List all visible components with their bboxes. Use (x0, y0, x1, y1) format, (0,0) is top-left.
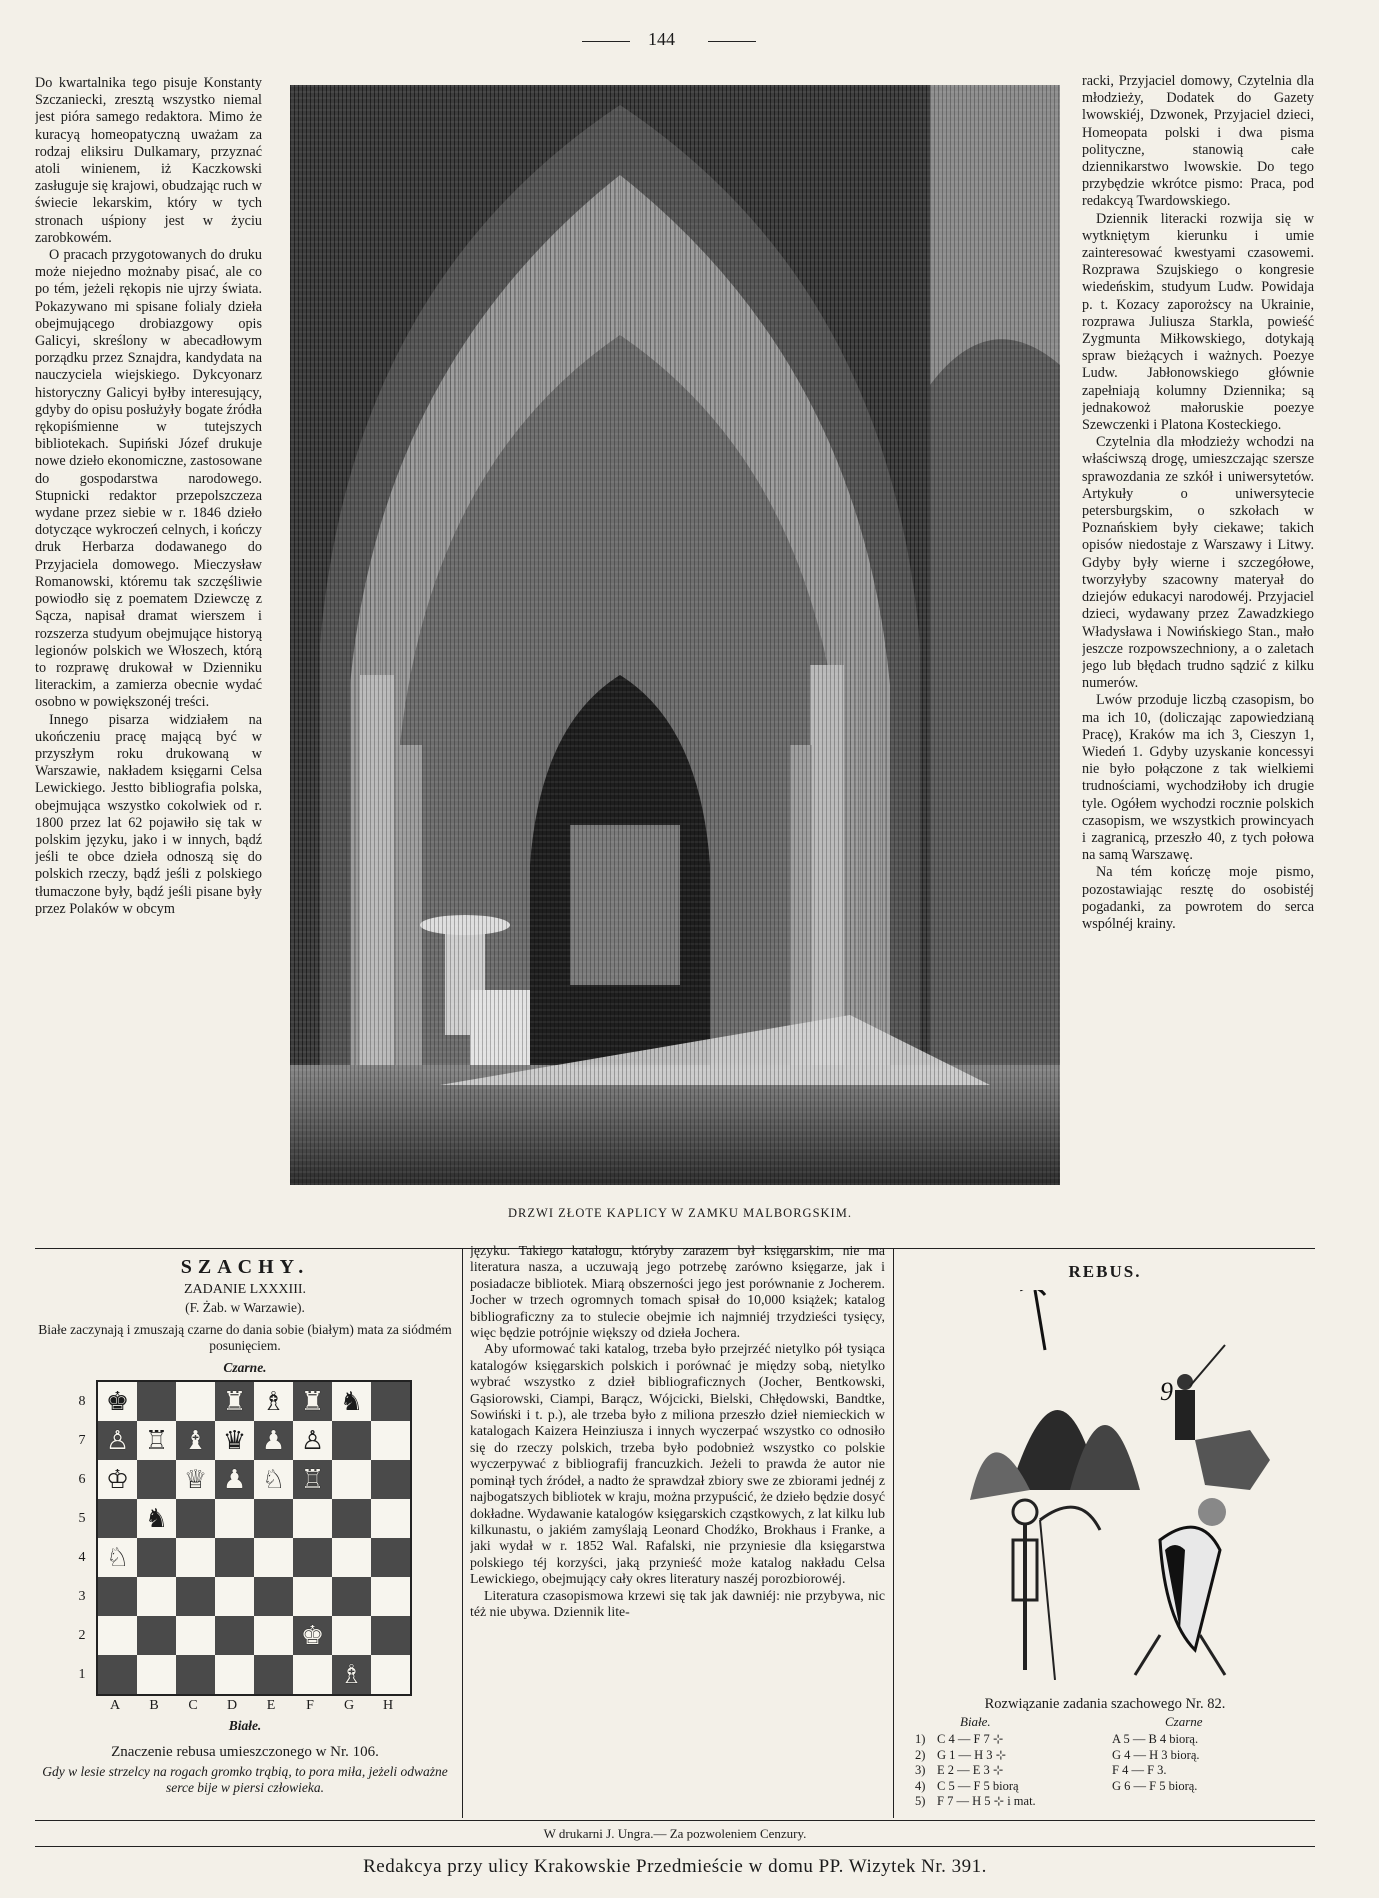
chess-square (137, 1655, 176, 1694)
chapel-door-engraving (290, 85, 1060, 1185)
chess-square (371, 1499, 410, 1538)
chess-piece: ♖ (300, 1464, 325, 1495)
chess-problem-number: ZADANIE LXXXIII. (183, 1282, 307, 1297)
chess-square (176, 1499, 215, 1538)
rank-label: 3 (78, 1589, 86, 1604)
rank-label: 5 (78, 1511, 86, 1526)
chess-square (137, 1577, 176, 1616)
chess-square (98, 1421, 137, 1460)
chess-square (254, 1421, 293, 1460)
chess-author: (F. Żab. w Warzawie). (185, 1300, 305, 1315)
chess-piece: ♘ (261, 1464, 286, 1495)
chess-square (98, 1616, 137, 1655)
chess-square (293, 1499, 332, 1538)
move-number: 5) (915, 1794, 926, 1808)
move-number: 4) (915, 1778, 926, 1793)
middle-paragraph: Aby uformować taki katalog, trzeba było przejrzéć nietylko pół tysiąca katalogów księgarskich polskich i porównać je między sobą, nietylko wybrać wszystko z dzieł bibliograficznych (Jocher, Bentkowski, Gąsiorowski, Ciampi, Barącz, Wójcicki, Bielski, Chłędowski, Bandtke, Sowiński i t. p.), ale trzeba było z miliona przeszło dzieł niemieckich w katalogach Kaizera Heinziusza i innych wyczerpać wszystko co odnosiło się do rzeczy polskich, trzeba było podobnież wszystko co polskie wyczerpywać z bibliografij francuzkich. Jeżeli to prawda że autor nie pominął tych źródeł, a nadto że sprawdzał zbiory swe ze zbiorami jednéj z najbogatszych bibliotek w kraju, można przypuścić, że dzieło będzie dosyć dokładne. Wydawanie katalogów księgarskich cząstkowych, z lat kilku lub kilkunastu, o jakiém zamyślają Leonard Chodźko, Brokhaus i Franke, a jaki wydał w r. 1852 Wal. Rafalski, nie przyniesie dla księgarstwa polskiego téj korzyści, jaką przynieść może katalog nakładu Celsa Lewickiego, obejmujący cały okres literatury naszéj porozbiorowéj. (470, 1341, 885, 1587)
right-paragraph: Dziennik literacki rozwija się w wytkniętym kierunku i umie zainteresować kwestyami czasowemi. Rozprawa Szujskiego o kongresie wiedeńskim, studyum Ludw. Powidaja p. t. Kozacy zaporożscy na Ukrainie, rozprawa Juliusza Starkla, powieść Zygmunta Miłkowskiego, dotykają spraw bieżących i ważnych. Poezye Ludw. Jabłonowskiego głównie zapełniają kolumny Dziennika; są jednakowoż małoruskie poezye Szewczenki i Platona Kosteckiego. (1082, 210, 1314, 434)
solution-row (915, 1794, 1310, 1810)
middle-paragraph: Literatura czasopismowa krzewi się tak jak dawniéj: nie przybywa, nic téż nie ubywa. Dziennik lite- (470, 1587, 885, 1619)
solution-black-head: Czarne (1165, 1714, 1203, 1729)
chess-piece: ♛ (222, 1425, 247, 1456)
chess-piece: ♞ (339, 1386, 364, 1417)
right-paragraph: Lwów przoduje liczbą czasopism, bo ma ich 10, (doliczając zapowiedzianą Pracę), Kraków ma ich 3, Cieszyn 1, Wiedeń 1. Gdyby uzyskanie koncessyi nie było połączone z tak wielkiemi trudnościami, wychodziłoby ich drugie tyle. Ogółem wychodzi rocznie polskich czasopism, we wszystkich prowincyach i zagranicą, przeszło 40, z tych połowa na samą Warszawę. (1082, 692, 1314, 864)
chess-square (371, 1655, 410, 1694)
move-black: G 6 — F 5 biorą. (1112, 1778, 1198, 1793)
left-column (35, 75, 262, 1241)
chess-square (254, 1499, 293, 1538)
chess-black-label: Czarne. (223, 1360, 267, 1375)
chess-square (215, 1616, 254, 1655)
left-paragraph: Innego pisarza widziałem na ukończeniu pracę mającą być w przyszłym roku drukowaną w Warszawie, nakładem księgarni Celsa Lewickiego. Jestto bibliografia polska, obejmująca wszystko cokolwiek od r. 1800 przez lat 62 pojawiło się tak w polskim języku, jako i w innych, bądź jeśli te obce dzieła odnoszą się do polskich rzeczy, bądź jeśli z polskiego tłumaczone były, bądź jeśli pisane były przez Polaków w obcym (35, 711, 262, 917)
chess-square (371, 1538, 410, 1577)
chess-square (293, 1382, 332, 1421)
rank-label: 4 (78, 1550, 86, 1565)
rank-label: 7 (78, 1433, 86, 1448)
printer-note: W drukarni J. Ungra.— Za pozwoleniem Cenzury. (543, 1826, 807, 1841)
middle-paragraph: języku. Takiego katalogu, któryby zarazem był księgarskim, nie ma literatura nasza, a uczuwają jego potrzebę zarówno księgarze, jak i posiadacze bibliotek. Miarą obszerności jego jest porównanie z Jocherem. Jocher w trzech ogromnych tomach spisał do 10,000 książek; katalog bibliograficzny za to stulecie obejmie ich najmniéj trzydzieści tysięcy, więc będzie potrójnie większy od dzieła Jochera. (470, 1243, 885, 1341)
rebus-meaning-title: Znaczenie rebusa umieszczonego w Nr. 106. (111, 1744, 379, 1760)
column-rule-right (893, 1248, 894, 1818)
chess-square (176, 1460, 215, 1499)
chess-square (137, 1421, 176, 1460)
chess-square (332, 1616, 371, 1655)
chess-square (254, 1460, 293, 1499)
rebus-drawing (950, 1290, 1280, 1680)
move-white: C 5 — F 5 biorą (937, 1778, 1019, 1793)
chess-square (215, 1538, 254, 1577)
move-white: G 1 — H 3 ⊹ (937, 1747, 1007, 1762)
chess-square (332, 1421, 371, 1460)
chess-piece: ♜ (222, 1386, 247, 1417)
chess-board (96, 1380, 412, 1696)
chess-square (137, 1382, 176, 1421)
file-label: C (188, 1698, 198, 1713)
chess-piece: ♕ (183, 1464, 208, 1495)
solution-row (915, 1748, 1310, 1764)
chess-square (215, 1421, 254, 1460)
rebus-illustration (950, 1290, 1280, 1680)
chess-square (254, 1577, 293, 1616)
middle-column (470, 1243, 885, 1815)
left-paragraph: O pracach przygotowanych do druku może niejedno możnaby pisać, ale co po tém, jeżeli rękopis nie ujrzy świata. Pokazywano mi spisane folialy dzieła obejmującego drobiazgowy opis Galicyi, skreślony w abecadłowym porządku przez Sznajdra, kandydata na nauczyciela wiejskiego. Dykcyonarz historyczny Galicyi byłby interesujący, gdyby do opisu posłużyły bogate źródła rękopiśmienne w tutejszych bibliotekach. Supiński Józef drukuje nowe dzieło ekonomiczne, zastosowane do gospodarstwa narodowego. Stupnicki redaktor przepolszczeza wydane przez siebie w r. 1846 dzieło dotyczące wykroczeń celnych, i kończy druk Herbarza dodawanego do Przyjaciela domowego. Mieczysław Romanowski, któremu tak szczęśliwie powiodło się z poematem Dziewczę z Sącza, napisał dramat wierszem i rozszerza studyum obejmujące historyą legionów polskich we Włoszech, którą to rozprawę drukował w Dzienniku literackim, a zamierza obecnie wydać osobno w powiększonéj treści. (35, 247, 262, 711)
file-label: G (343, 1698, 355, 1713)
solution-white-head: Białe. (960, 1714, 991, 1729)
chess-square (176, 1655, 215, 1694)
chess-title: SZACHY. (180, 1256, 310, 1278)
chess-piece: ♗ (339, 1659, 364, 1690)
move-black: A 5 — B 4 biorą. (1112, 1732, 1199, 1746)
chess-square (176, 1382, 215, 1421)
chess-square (254, 1538, 293, 1577)
chess-square (332, 1499, 371, 1538)
left-paragraph: Do kwartalnika tego pisuje Konstanty Szczaniecki, zresztą wszystko niemal jest pióra samego redaktora. Mimo że kuracyą homeopatyczną uważam za rodzaj eliksiru Dulkamary, przyznać atoli winienem, iż Kaczkowski zasługuje się krajowi, obudzając ruch w świecie lekarskim, który w tych stronach uśpiony jest w życiu zarobkowém. (35, 75, 262, 246)
chess-square (332, 1577, 371, 1616)
move-white: C 4 — F 7 ⊹ (937, 1732, 1004, 1746)
editorial-address: Redakcya przy ulicy Krakowskie Przedmieście w domu PP. Wizytek Nr. 391. (363, 1856, 987, 1877)
rebus-meaning-text: Gdy w lesie strzelcy na rogach gromko trąbią, to pora miła, jeżeli odważne serce bije w piersi człowieka. (42, 1764, 448, 1795)
move-number: 3) (915, 1763, 926, 1777)
chess-square (98, 1460, 137, 1499)
chess-solution-moves (915, 1732, 1310, 1810)
chess-square (215, 1577, 254, 1616)
chess-piece: ♞ (144, 1503, 169, 1534)
chess-square (98, 1655, 137, 1694)
chess-task: Białe zaczynają i zmuszają czarne do dania sobie (białym) mata za siódmém posunięciem. (38, 1322, 452, 1353)
rebus-title: REBUS. (1068, 1262, 1142, 1281)
chess-piece: ♙ (105, 1425, 130, 1456)
solution-row (915, 1732, 1310, 1748)
chess-square (254, 1382, 293, 1421)
right-paragraph: racki, Przyjaciel domowy, Czytelnia dla młodzieży, Dodatek do Gazety lwowskiéj, Dzwonek, Przyjaciel dzieci, Homeopata polski i dwa pisma polityczne, stanowią całe dziennikarstwo lwowskie. Do tego przybędzie wkrótce pismo: Praca, pod redakcyą Twardowskiego. (1082, 73, 1314, 210)
chess-piece: ♙ (300, 1425, 325, 1456)
chess-square (293, 1655, 332, 1694)
chess-square (254, 1655, 293, 1694)
chess-square (176, 1577, 215, 1616)
rank-label: 8 (78, 1394, 86, 1409)
footer-rule-top (35, 1820, 1315, 1821)
chess-square (215, 1460, 254, 1499)
chess-square (176, 1421, 215, 1460)
chess-piece: ♗ (261, 1386, 286, 1417)
svg-text:9: 9 (1160, 1377, 1173, 1406)
chess-piece: ♘ (105, 1542, 130, 1573)
chess-piece: ♚ (105, 1386, 130, 1417)
chess-piece: ♜ (300, 1386, 325, 1417)
chess-piece: ♝ (183, 1425, 208, 1456)
chess-square (254, 1616, 293, 1655)
rank-label: 2 (78, 1628, 86, 1643)
chess-square (215, 1499, 254, 1538)
chess-square (332, 1382, 371, 1421)
chess-white-label: Białe. (228, 1718, 262, 1733)
rank-label: 6 (78, 1472, 86, 1487)
chess-square (98, 1538, 137, 1577)
chess-square (293, 1577, 332, 1616)
right-column (1082, 73, 1314, 1243)
chess-square (332, 1655, 371, 1694)
chess-square (137, 1538, 176, 1577)
file-label: A (109, 1698, 121, 1713)
chess-piece: ♖ (144, 1425, 169, 1456)
chess-square (98, 1499, 137, 1538)
chess-solution-title: Rozwiązanie zadania szachowego Nr. 82. (984, 1696, 1226, 1712)
chess-square (98, 1382, 137, 1421)
chess-piece: ♔ (105, 1464, 130, 1495)
footer-rule-bottom (35, 1846, 1315, 1847)
illustration-caption: DRZWI ZŁOTE KAPLICY W ZAMKU MALBORGSKIM. (508, 1206, 852, 1220)
chess-square (371, 1616, 410, 1655)
chess-square (371, 1577, 410, 1616)
chess-square (371, 1421, 410, 1460)
chess-square (371, 1382, 410, 1421)
file-label: B (149, 1698, 159, 1713)
move-number: 1) (915, 1732, 926, 1746)
chess-piece: ♟ (261, 1425, 286, 1456)
chess-square (293, 1538, 332, 1577)
move-black: G 4 — H 3 biorą. (1112, 1747, 1200, 1762)
page-number: 144 (648, 29, 675, 49)
solution-row (915, 1779, 1310, 1795)
column-rule-left (462, 1248, 463, 1818)
chess-square (137, 1460, 176, 1499)
move-white: F 7 — H 5 ⊹ i mat. (937, 1794, 1036, 1808)
file-label: E (266, 1698, 276, 1713)
solution-row (915, 1763, 1310, 1779)
file-label: H (382, 1698, 394, 1713)
chess-square (137, 1616, 176, 1655)
move-black: F 4 — F 3. (1112, 1763, 1167, 1777)
chess-square (293, 1616, 332, 1655)
header-rule-right (708, 41, 756, 42)
move-number: 2) (915, 1747, 926, 1762)
chess-square (98, 1577, 137, 1616)
chess-square (215, 1382, 254, 1421)
rank-label: 1 (78, 1667, 86, 1682)
right-paragraph: Czytelnia dla młodzieży wchodzi na właściwszą drogę, umieszczając szersze sprawozdania ze szkół i uniwersytetów. Artykuły o uniwersytecie petersburgskim, o szkołach w Poznańskiem były ciekawe; takich opisów niedostaje z Warszawy i Litwy. Gdyby były wierne i szczegółowe, tworzyłyby szacowny materyał do dziejów edukacyi narodowéj. Przyjaciel dzieci, wydawany przez Zawadzkiego Władysława i Nowińskiego Stan., mało jeszcze rozpowszechniony, a o zaletach jego lub błędach trudno sądzić z kilku numerów. (1082, 434, 1314, 692)
chess-square (332, 1538, 371, 1577)
chess-square (215, 1655, 254, 1694)
chess-square (176, 1538, 215, 1577)
chess-square (293, 1421, 332, 1460)
chess-square (332, 1460, 371, 1499)
file-label: F (306, 1698, 314, 1713)
file-label: D (226, 1698, 238, 1713)
move-white: E 2 — E 3 ⊹ (937, 1763, 1004, 1777)
chess-piece: ♚ (300, 1620, 325, 1651)
header-rule-left (582, 41, 630, 42)
chess-square (176, 1616, 215, 1655)
chess-square (371, 1460, 410, 1499)
chess-square (137, 1499, 176, 1538)
right-paragraph: Na tém kończę moje pismo, pozostawiając resztę do osobistéj pogadanki, za powrotem do serca wspólnéj krainy. (1082, 864, 1314, 932)
chess-square (293, 1460, 332, 1499)
chess-piece: ♟ (222, 1464, 247, 1495)
